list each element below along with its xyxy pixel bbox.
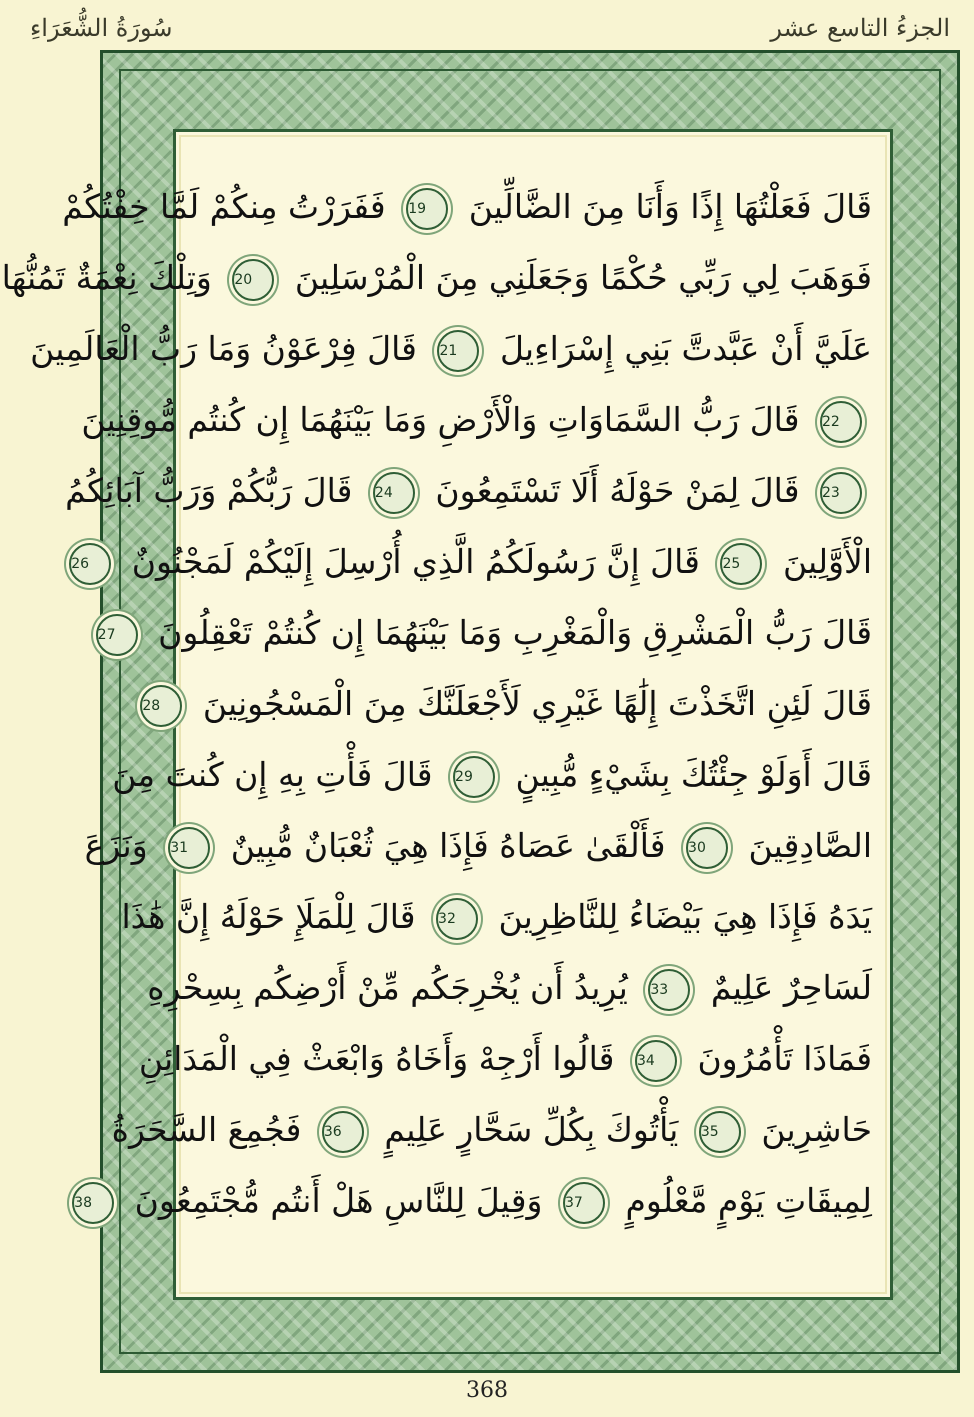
verse-marker: 30 <box>686 827 728 869</box>
verse-text: وَتِلْكَ نِعْمَةٌ تَمُنُّهَا <box>1 258 212 297</box>
verse-text: قَالَ أَوَلَوْ جِئْتُكَ بِشَيْءٍ مُّبِينٍ <box>515 755 872 794</box>
verse-text: لَسَاحِرٌ عَلِيمٌ <box>710 968 872 1007</box>
verse-marker: 25 <box>720 543 762 585</box>
page-number: 368 <box>466 1378 508 1403</box>
verse-text: حَاشِرِينَ <box>761 1110 872 1149</box>
verse-marker: 23 <box>820 472 862 514</box>
verse-marker: 20 <box>232 259 274 301</box>
text-line <box>142 671 872 737</box>
verse-text: قَالَ لَئِنِ اتَّخَذْتَ إِلَٰهًا غَيْرِي لَأَجْعَلَنَّكَ مِنَ الْمَسْجُونِينَ <box>202 684 872 723</box>
text-line <box>30 316 872 382</box>
ornamental-border <box>1 50 960 1373</box>
text-line <box>81 387 872 453</box>
verse-marker: 32 <box>436 898 478 940</box>
text-line <box>62 174 872 240</box>
verse-marker: 37 <box>563 1182 605 1224</box>
verse-marker: 27 <box>96 614 138 656</box>
verse-marker: 22 <box>820 401 862 443</box>
verse-marker: 38 <box>72 1182 114 1224</box>
verse-marker: 28 <box>140 685 182 727</box>
verse-marker: 31 <box>168 827 210 869</box>
verse-marker: 33 <box>648 969 690 1011</box>
verse-text: الْأَوَّلِينَ <box>782 542 872 581</box>
text-panel <box>1 129 893 1300</box>
text-line <box>74 1168 872 1234</box>
verse-text: قَالَ رَبُّكُمْ وَرَبُّ آبَائِكُمُ <box>65 471 353 510</box>
verse-text: عَلَيَّ أَنْ عَبَّدتَّ بَنِي إِسْرَاءِيلَ <box>499 329 872 368</box>
text-line <box>121 884 872 950</box>
verse-marker: 19 <box>406 188 448 230</box>
verse-text: قَالَ رَبُّ السَّمَاوَاتِ وَالْأَرْضِ وَمَا بَيْنَهُمَا إِن كُنتُم مُّوقِنِينَ <box>81 400 800 439</box>
verse-marker: 35 <box>699 1111 741 1153</box>
verse-text: فَفَرَرْتُ مِنكُمْ لَمَّا خِفْتُكُمْ <box>62 187 386 226</box>
verse-text: يَأْتُوكَ بِكُلِّ سَحَّارٍ عَلِيمٍ <box>384 1110 679 1149</box>
text-line <box>65 458 872 524</box>
verse-marker: 34 <box>635 1040 677 1082</box>
verse-marker: 36 <box>322 1111 364 1153</box>
text-line <box>112 742 872 808</box>
verse-text: قَالَ لِمَنْ حَوْلَهُ أَلَا تَسْتَمِعُونَ <box>435 471 800 510</box>
verse-text: لِمِيقَاتِ يَوْمٍ مَّعْلُومٍ <box>625 1181 872 1220</box>
verse-text: فَمَاذَا تَأْمُرُونَ <box>697 1039 872 1078</box>
verse-text: الصَّادِقِينَ <box>748 826 872 865</box>
verse-text: يُرِيدُ أَن يُخْرِجَكُم مِّنْ أَرْضِكُم بِسِحْرِهِ <box>147 968 628 1007</box>
verse-marker: 29 <box>453 756 495 798</box>
juz-title: الجزءُ التاسع عشر <box>770 14 950 42</box>
verse-text: قَالَ إِنَّ رَسُولَكُمُ الَّذِي أُرْسِلَ إِلَيْكُمْ لَمَجْنُونٌ <box>131 542 700 581</box>
verse-text: وَنَزَعَ <box>84 826 148 865</box>
verse-text: وَقِيلَ لِلنَّاسِ هَلْ أَنتُم مُّجْتَمِعُونَ <box>134 1181 543 1220</box>
verse-text: قَالَ فَأْتِ بِهِ إِن كُنتَ مِنَ <box>112 755 433 794</box>
text-line <box>147 955 872 1021</box>
text-line <box>138 1026 872 1092</box>
verse-marker: 26 <box>69 543 111 585</box>
verse-marker: 21 <box>437 330 479 372</box>
verse-text: قَالَ فَعَلْتُهَا إِذًا وَأَنَا مِنَ الضَّالِّينَ <box>468 187 872 226</box>
verse-text: قَالَ لِلْمَلَإِ حَوْلَهُ إِنَّ هَٰذَا <box>121 897 416 936</box>
verse-text: قَالُوا أَرْجِهْ وَأَخَاهُ وَابْعَثْ فِي الْمَدَائِنِ <box>138 1039 615 1078</box>
verse-text: فَأَلْقَىٰ عَصَاهُ فَإِذَا هِيَ ثُعْبَانٌ مُّبِينٌ <box>230 826 666 865</box>
verse-text: قَالَ فِرْعَوْنُ وَمَا رَبُّ الْعَالَمِينَ <box>30 329 417 368</box>
text-line <box>1 245 872 311</box>
text-line <box>97 600 872 666</box>
text-line <box>71 529 872 595</box>
verse-text: يَدَهُ فَإِذَا هِيَ بَيْضَاءُ لِلنَّاظِرِينَ <box>498 897 872 936</box>
verse-text: فَوَهَبَ لِي رَبِّي حُكْمًا وَجَعَلَنِي مِنَ الْمُرْسَلِينَ <box>294 258 872 297</box>
verse-text: فَجُمِعَ السَّحَرَةُ <box>111 1110 302 1149</box>
verse-marker: 24 <box>373 472 415 514</box>
text-line <box>84 813 872 879</box>
verse-text: قَالَ رَبُّ الْمَشْرِقِ وَالْمَغْرِبِ وَمَا بَيْنَهُمَا إِن كُنتُمْ تَعْقِلُونَ <box>158 613 872 652</box>
text-line <box>111 1097 872 1163</box>
surah-title: سُورَةُ الشُّعَرَاءِ <box>30 14 173 42</box>
